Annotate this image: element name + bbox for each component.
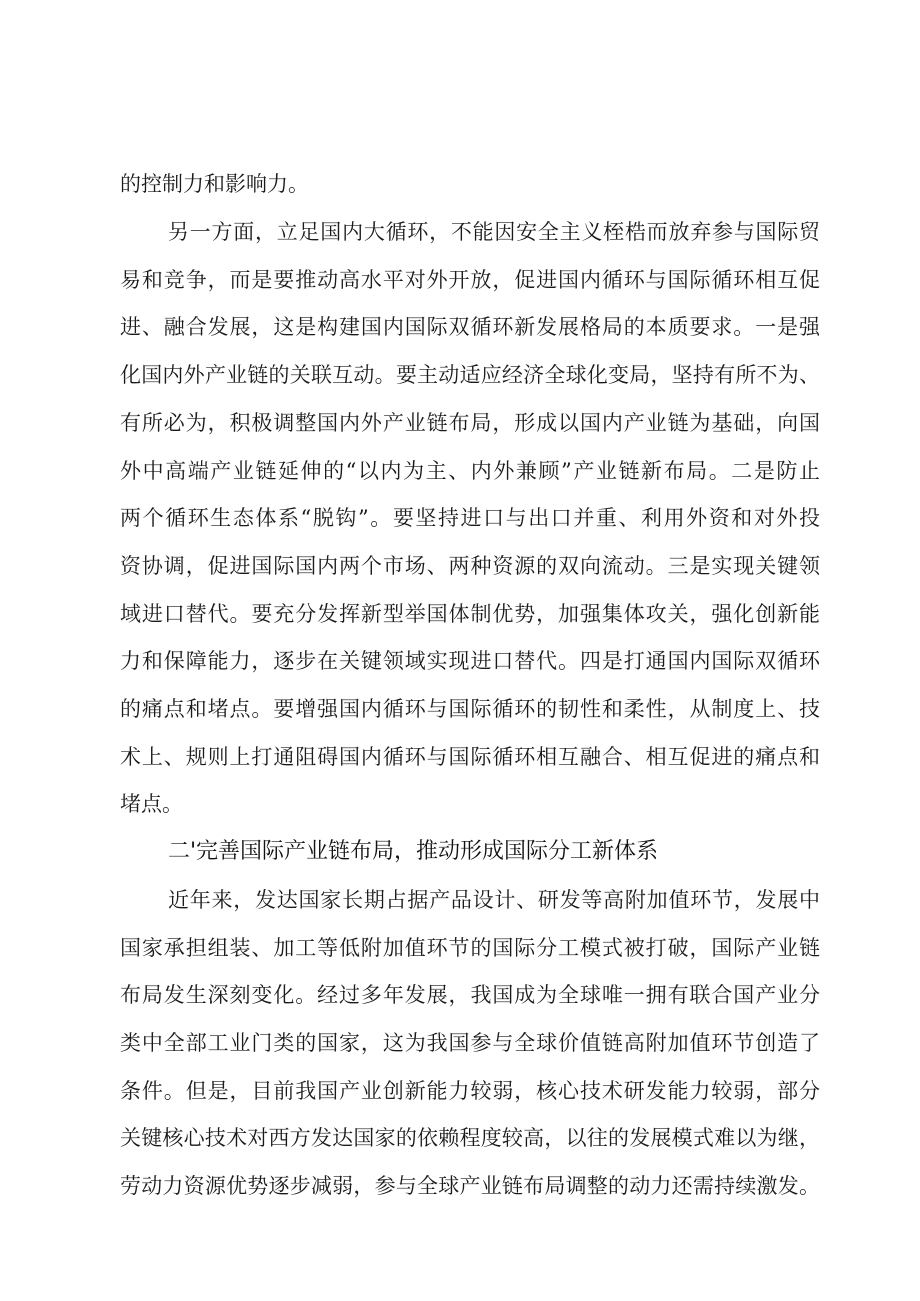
paragraph-line: 关键核心技术对西方发达国家的依赖程度较高，以往的发展模式难以为继， bbox=[120, 1126, 820, 1150]
paragraph-line: 的痛点和堵点。要增强国内循环与国际循环的韧性和柔性，从制度上、技 bbox=[120, 697, 820, 721]
paragraph-line: 外中高端产业链延伸的“以内为主、内外兼顾”产业链新布局。二是防止 bbox=[120, 459, 820, 483]
paragraph-line: 两个循环生态体系“脱钩”。要坚持进口与出口并重、利用外资和对外投 bbox=[120, 506, 820, 530]
paragraph-line: 进、融合发展，这是构建国内国际双循环新发展格局的本质要求。一是强 bbox=[120, 315, 820, 339]
paragraph-line: 化国内外产业链的关联互动。要主动适应经济全球化变局，坚持有所不为、 bbox=[120, 363, 820, 387]
paragraph-line: 易和竞争，而是要推动高水平对外开放，促进国内循环与国际循环相互促 bbox=[120, 268, 820, 292]
paragraph-line: 布局发生深刻变化。经过多年发展，我国成为全球唯一拥有联合国产业分 bbox=[120, 983, 820, 1007]
paragraph-line: 的控制力和影响力。 bbox=[120, 172, 309, 196]
paragraph-line: 另一方面，立足国内大循环，不能因安全主义桎梏而放弃参与国际贸 bbox=[168, 220, 820, 244]
paragraph-line: 域进口替代。要充分发挥新型举国体制优势，加强集体攻关，强化创新能 bbox=[120, 602, 820, 626]
paragraph-line: 国家承担组装、加工等低附加值环节的国际分工模式被打破，国际产业链 bbox=[120, 936, 820, 960]
section-heading: 二'完善国际产业链布局，推动形成国际分工新体系 bbox=[168, 839, 659, 864]
paragraph-line: 资协调，促进国际国内两个市场、两种资源的双向流动。三是实现关键领 bbox=[120, 554, 820, 578]
paragraph-line: 类中全部工业门类的国家，这为我国参与全球价值链高附加值环节创造了 bbox=[120, 1031, 820, 1055]
paragraph-line: 堵点。 bbox=[120, 792, 183, 816]
paragraph-line: 劳动力资源优势逐步减弱，参与全球产业链布局调整的动力还需持续激发。 bbox=[120, 1174, 820, 1198]
paragraph-line: 术上、规则上打通阻碍国内循环与国际循环相互融合、相互促进的痛点和 bbox=[120, 745, 820, 769]
paragraph-line: 条件。但是，目前我国产业创新能力较弱，核心技术研发能力较弱，部分 bbox=[120, 1079, 820, 1103]
paragraph-line: 有所必为，积极调整国内外产业链布局，形成以国内产业链为基础，向国 bbox=[120, 411, 820, 435]
paragraph-line: 近年来，发达国家长期占据产品设计、研发等高附加值环节，发展中 bbox=[168, 888, 820, 912]
paragraph-line: 力和保障能力，逐步在关键领域实现进口替代。四是打通国内国际双循环 bbox=[120, 649, 820, 673]
